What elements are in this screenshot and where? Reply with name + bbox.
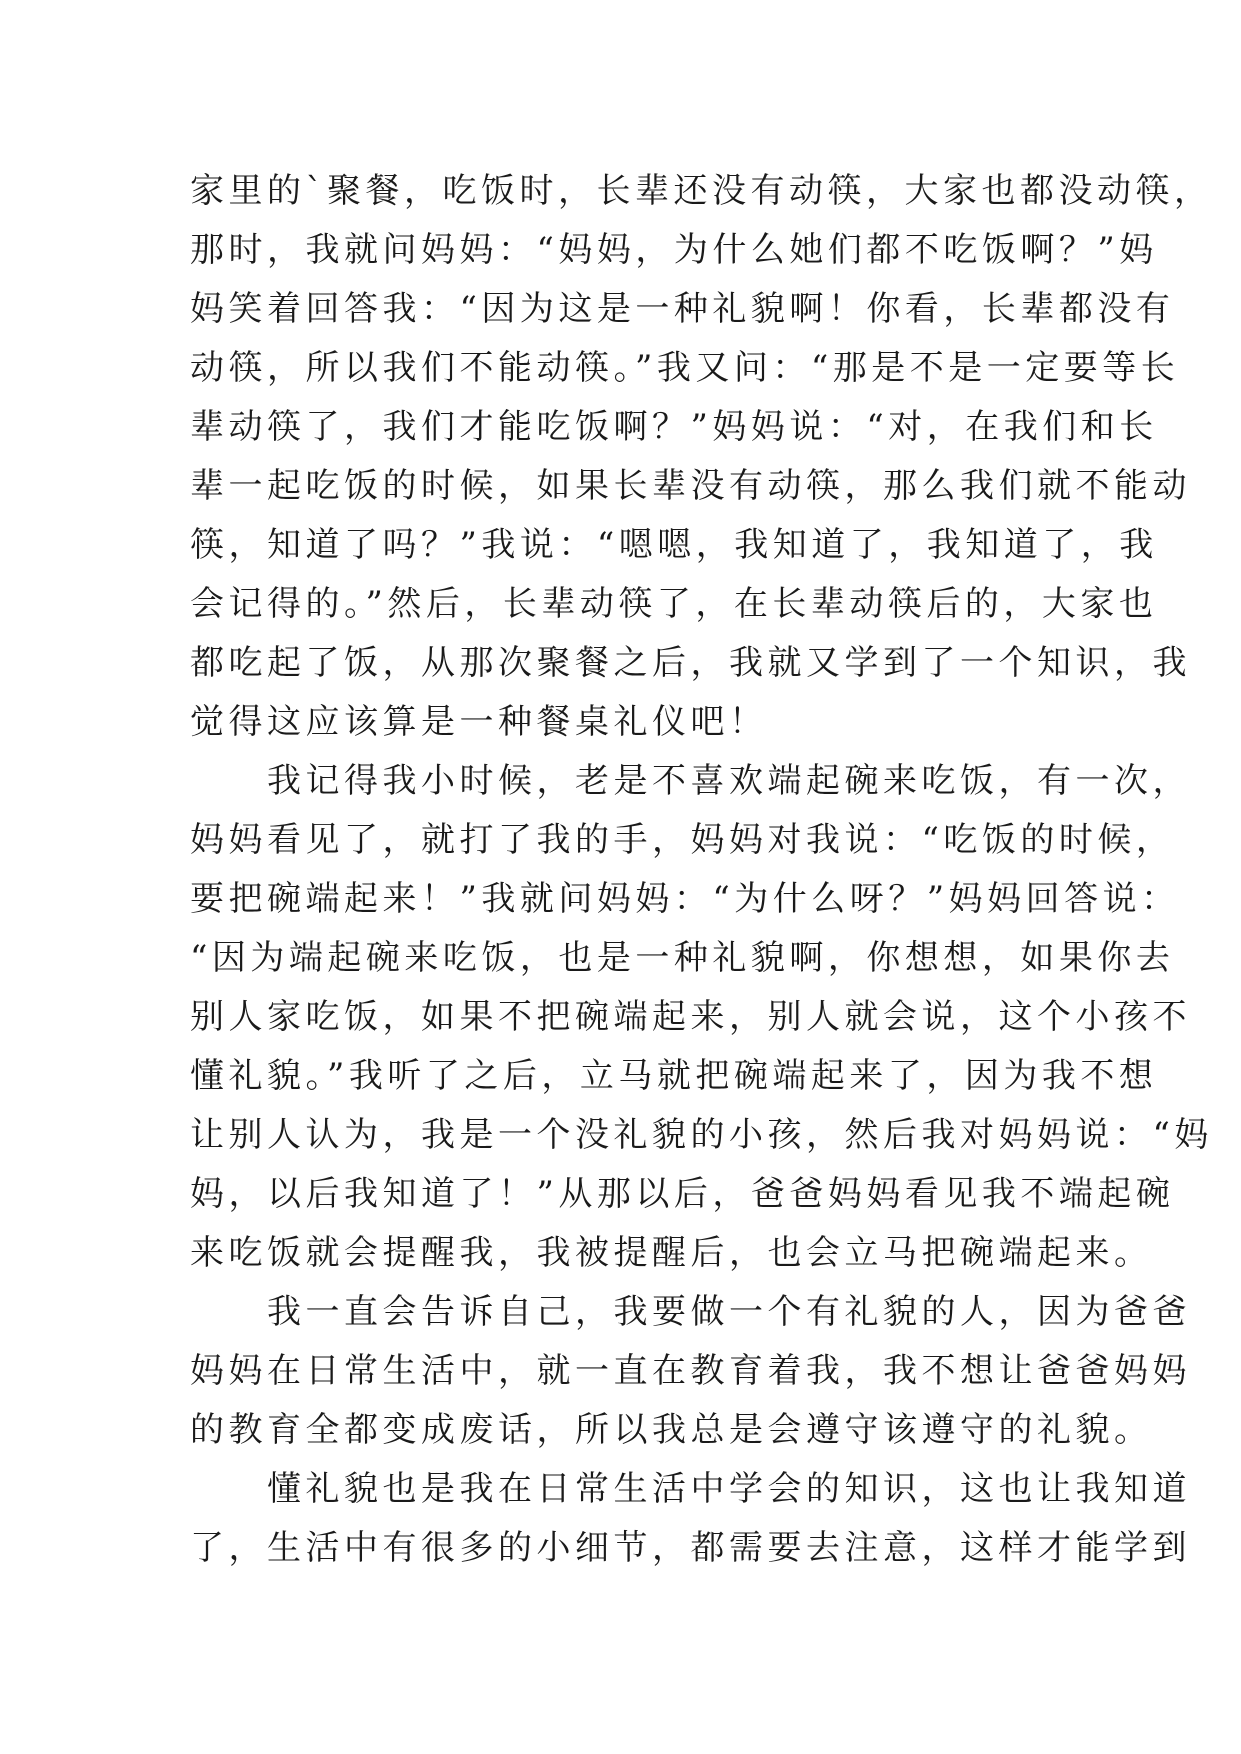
- text-line: 家里的`聚餐，吃饭时，长辈还没有动筷，大家也都没动筷，: [190, 171, 1213, 211]
- text-line: 了，生活中有很多的小细节，都需要去注意，这样才能学到: [190, 1528, 1191, 1568]
- text-line: 妈妈在日常生活中，就一直在教育着我，我不想让爸爸妈妈: [190, 1351, 1191, 1391]
- text-line: 动筷，所以我们不能动筷。”我又问：“那是不是一定要等长: [190, 348, 1180, 388]
- text-line: 妈，以后我知道了！”从那以后，爸爸妈妈看见我不端起碗: [190, 1174, 1175, 1214]
- text-line: 让别人认为，我是一个没礼貌的小孩，然后我对妈妈说：“妈: [190, 1115, 1213, 1155]
- text-line: 别人家吃饭，如果不把碗端起来，别人就会说，这个小孩不: [190, 997, 1191, 1037]
- text-line: “因为端起碗来吃饭，也是一种礼貌啊，你想想，如果你去: [190, 938, 1175, 978]
- text-line: 辈动筷了，我们才能吃饭啊？”妈妈说：“对，在我们和长: [190, 407, 1158, 447]
- text-line: 要把碗端起来！”我就问妈妈：“为什么呀？”妈妈回答说：: [190, 879, 1180, 919]
- text-line: 觉得这应该算是一种餐桌礼仪吧！: [190, 702, 768, 742]
- text-line: 来吃饭就会提醒我，我被提醒后，也会立马把碗端起来。: [190, 1233, 1153, 1273]
- text-line: 妈妈看见了，就打了我的手，妈妈对我说：“吃饭的时候，: [190, 820, 1175, 860]
- text-line: 我一直会告诉自己，我要做一个有礼貌的人，因为爸爸: [190, 1292, 1191, 1332]
- body-text: [190, 162, 1213, 1578]
- text-line: 懂礼貌。”我听了之后，立马就把碗端起来了，因为我不想: [190, 1056, 1158, 1096]
- text-line: 懂礼貌也是我在日常生活中学会的知识，这也让我知道: [190, 1469, 1191, 1509]
- text-line: 都吃起了饭，从那次聚餐之后，我就又学到了一个知识，我: [190, 643, 1191, 683]
- text-line: 辈一起吃饭的时候，如果长辈没有动筷，那么我们就不能动: [190, 466, 1191, 506]
- text-line: 会记得的。”然后，长辈动筷了，在长辈动筷后的，大家也: [190, 584, 1158, 624]
- text-line: 妈笑着回答我：“因为这是一种礼貌啊！你看，长辈都没有: [190, 289, 1175, 329]
- text-line: 筷，知道了吗？”我说：“嗯嗯，我知道了，我知道了，我: [190, 525, 1158, 565]
- text-line: 那时，我就问妈妈：“妈妈，为什么她们都不吃饭啊？”妈: [190, 230, 1158, 270]
- text-line: 的教育全都变成废话，所以我总是会遵守该遵守的礼貌。: [190, 1410, 1153, 1450]
- text-line: 我记得我小时候，老是不喜欢端起碗来吃饭，有一次，: [190, 761, 1191, 801]
